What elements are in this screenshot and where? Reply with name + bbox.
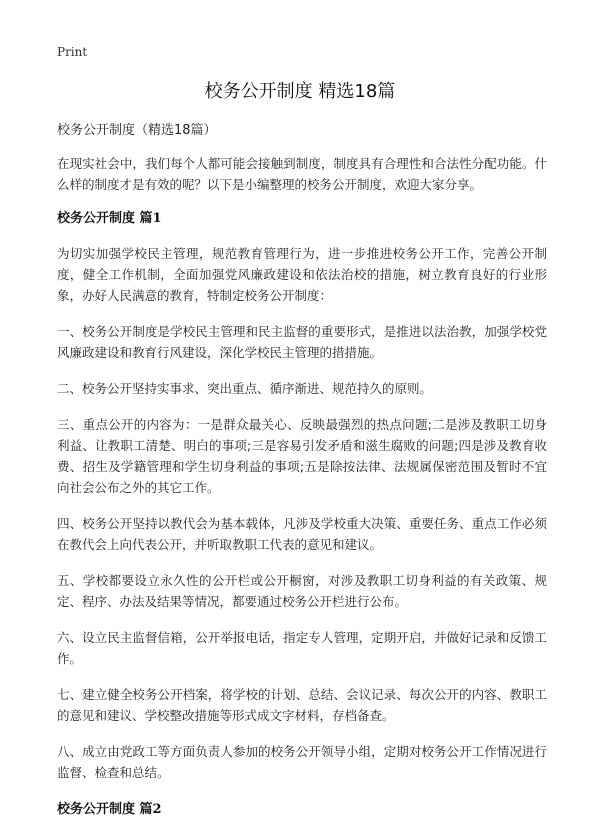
section1-paragraph: 四、校务公开坚持以教代会为基本载体，凡涉及学校重大决策、重要任务、重点工作必须在教代会上向代表公开，并听取教职工代表的意见和建议。 [57,516,547,552]
section1-paragraph: 五、学校都要设立永久性的公开栏或公开橱窗，对涉及教职工切身利益的有关政策、规定、程序、办法及结果等情况，都要通过校务公开栏进行公布。 [57,573,547,609]
section1-paragraph: 二、校务公开坚持实事求、突出重点、循序渐进、规范持久的原则。 [57,381,433,396]
section1-paragraph: 八、成立由党政工等方面负责人参加的校务公开领导小组，定期对校务公开工作情况进行监督、检查和总结。 [57,744,547,780]
print-label: Print [57,45,88,59]
section-heading-2: 校务公开制度 篇2 [57,802,162,817]
section1-paragraph: 六、设立民主监督信箱，公开举报电话，指定专人管理，定期开启，并做好记录和反馈工作。 [57,630,547,666]
section1-paragraph: 七、建立健全校务公开档案，将学校的计划、总结、会议记录、每次公开的内容、教职工的意见和建议、学校整改措施等形式成文字材料，存档备查。 [57,687,547,723]
document-subtitle: 校务公开制度（精选18篇） [57,123,217,138]
section1-paragraph: 为切实加强学校民主管理，规范教育管理行为，进一步推进校务公开工作，完善公开制度，健全工作机制，全面加强党风廉政建设和依法治校的措施，树立教育良好的行业形象，办好人民满意的教育，特制定校务公开制度： [57,246,547,303]
section1-paragraph: 一、校务公开制度是学校民主管理和民主监督的重要形式，是推进以法治教，加强学校党风廉政建设和教育行风建设，深化学校民主管理的措措施。 [57,324,547,360]
document-body [57,121,547,820]
document-title: 校务公开制度 精选18篇 [204,81,396,102]
section1-paragraph: 三、重点公开的内容为：一是群众最关心、反映最强烈的热点问题;二是涉及教职工切身利益、让教职工清楚、明白的事项;三是容易引发矛盾和滋生腐败的问题;四是涉及教育收费、招生及学籍管理和学生切身利益的事项;五是除按法律、法规属保密范围及暂时不宜向社会公布之外的其它工作。 [57,417,547,495]
intro-paragraph: 在现实社会中，我们每个人都可能会接触到制度，制度具有合理性和合法性分配功能。什么样的制度才是有效的呢？以下是小编整理的校务公开制度，欢迎大家分享。 [57,156,547,192]
section-heading-1: 校务公开制度 篇1 [57,211,162,226]
